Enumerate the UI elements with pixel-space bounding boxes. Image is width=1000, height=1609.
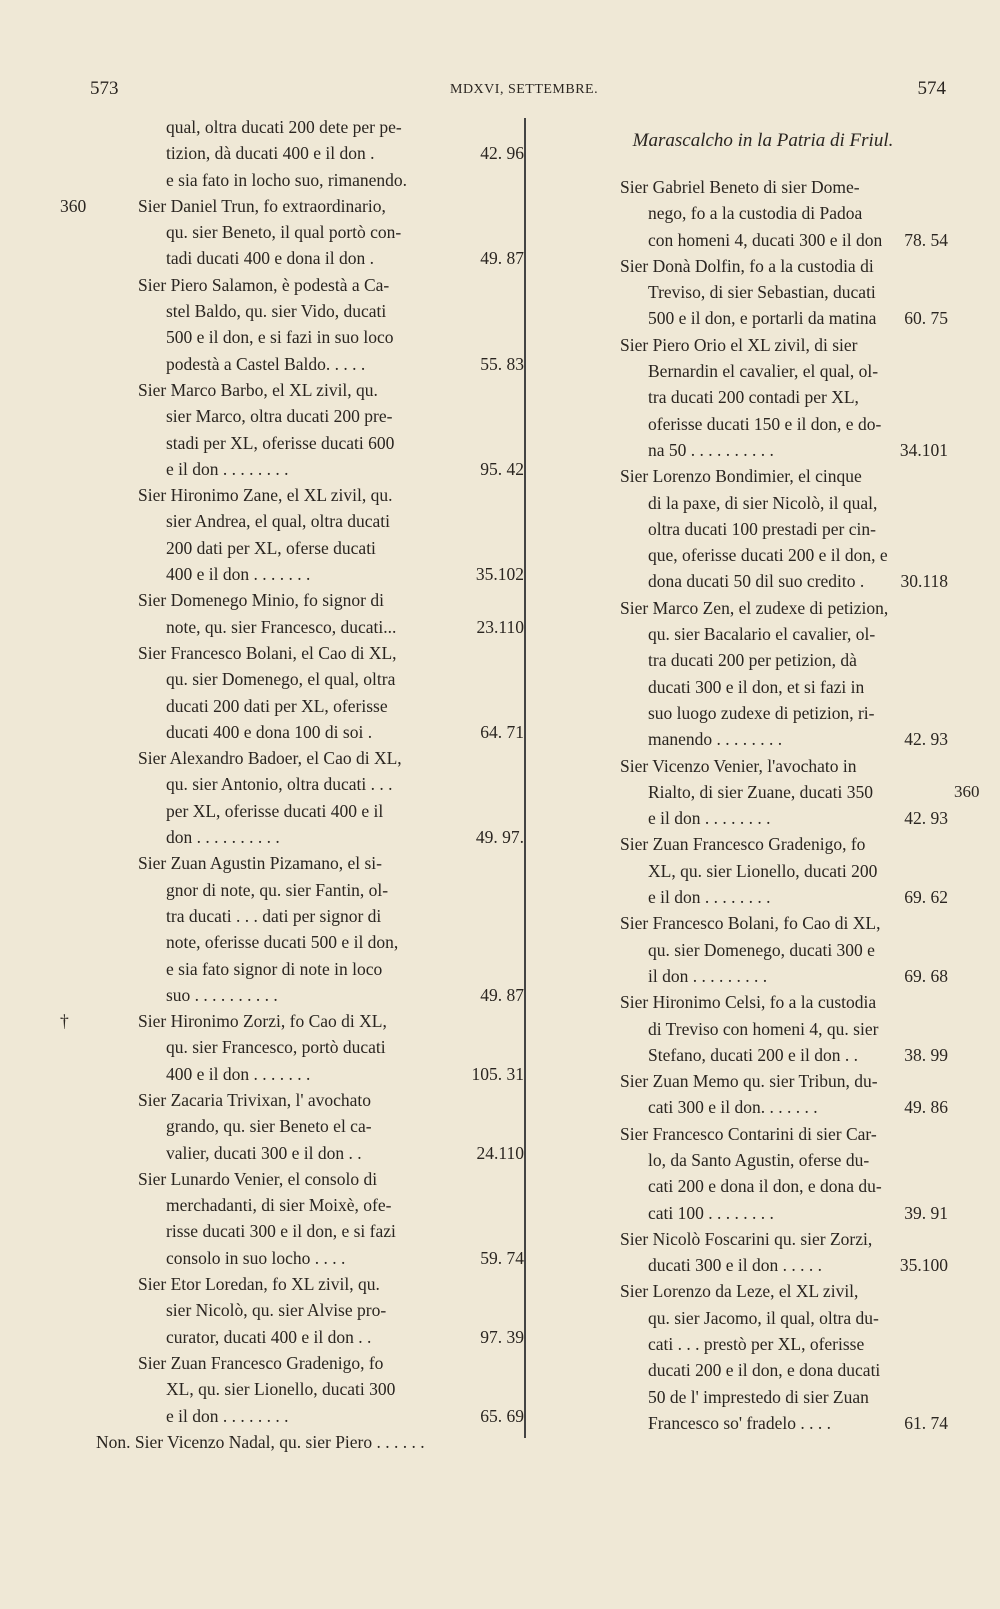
entry-text-line: il don . . . . . . . . . <box>648 965 768 986</box>
ledger-entry <box>96 1271 524 1350</box>
entry-text-line: qu. sier Bacalario el cavalier, ol- <box>648 624 876 645</box>
entry-text-line: e il don . . . . . . . . <box>648 887 771 908</box>
entry-amount: 59. 74 <box>480 1247 524 1268</box>
ledger-entry <box>96 640 524 745</box>
entry-text-line: valier, ducati 300 e il don . . <box>166 1142 362 1163</box>
entry-text-line: oferisse ducati 150 e il don, e do- <box>648 413 882 434</box>
entry-amount: 49. 87 <box>480 984 524 1005</box>
entry-amount: 61. 74 <box>904 1412 948 1433</box>
entry-amount: 39. 91 <box>904 1202 948 1223</box>
entry-text-line: risse ducati 300 e il don, e si fazi <box>166 1221 396 1242</box>
ledger-entry <box>96 850 524 1008</box>
entry-text-line: Sier Lorenzo da Leze, el XL zivil, <box>620 1281 859 1302</box>
entry-text-line: Sier Gabriel Beneto di sier Dome- <box>620 177 860 197</box>
entry-amount: 42. 96 <box>480 143 524 164</box>
entry-amount: 23.110 <box>476 616 524 637</box>
entry-text-line: stel Baldo, qu. sier Vido, ducati <box>166 301 387 322</box>
entry-text-line: tra ducati . . . dati per signor di <box>166 905 382 926</box>
ledger-entry <box>578 989 948 1068</box>
entry-text-line: Sier Nicolò Foscarini qu. sier Zorzi, <box>620 1228 873 1249</box>
ledger-entry <box>578 1068 948 1121</box>
entry-text-line: 500 e il don, e portarli da matina <box>648 308 877 329</box>
entry-text-line: note, qu. sier Francesco, ducati... <box>166 616 397 637</box>
entry-amount: 95. 42 <box>480 458 524 479</box>
entry-text-line: 400 e il don . . . . . . . <box>166 564 311 585</box>
ledger-entry <box>578 595 948 753</box>
entry-text-line: Sier Francesco Bolani, el Cao di XL, <box>138 642 397 663</box>
entry-text-line: cati 100 . . . . . . . . <box>648 1202 774 1223</box>
entry-amount: 65. 69 <box>480 1405 524 1426</box>
ledger-entry <box>96 272 524 377</box>
entry-text-line: Rialto, di sier Zuane, ducati 350 <box>648 781 874 802</box>
column-divider <box>524 118 526 1438</box>
entry-text-line: Sier Daniel Trun, fo extraordinario, <box>138 195 386 216</box>
entry-text-line: Sier Zuan Francesco Gradenigo, fo <box>138 1352 384 1373</box>
entry-text-line: e sia fato signor di note in loco <box>166 958 383 979</box>
entry-amount: 24.110 <box>476 1142 524 1163</box>
entry-text-line: Sier Piero Salamon, è podestà a Ca- <box>138 274 390 295</box>
entry-amount: 35.100 <box>899 1255 948 1276</box>
entry-text-line: qu. sier Jacomo, il qual, oltra du- <box>648 1307 879 1328</box>
entry-text-line: don . . . . . . . . . . <box>166 827 280 848</box>
entry-text-line: Non. Sier Vicenzo Nadal, qu. sier Piero . . . . . . <box>96 1431 425 1452</box>
ledger-entry <box>578 332 948 463</box>
ledger-entry <box>96 587 524 640</box>
entry-text-line: curator, ducati 400 e il don . . <box>166 1326 372 1347</box>
entry-text-line: dona ducati 50 dil suo credito . <box>648 571 865 592</box>
entry-text-line: Treviso, di sier Sebastian, ducati <box>648 282 876 303</box>
ledger-entry <box>60 1008 524 1087</box>
entry-amount: 42. 93 <box>904 729 948 750</box>
entry-text-line: e il don . . . . . . . . <box>166 458 289 479</box>
entry-text-line: di la paxe, di sier Nicolò, il qual, <box>648 492 878 513</box>
entry-amount: 55. 83 <box>480 353 524 374</box>
entry-text-line: 500 e il don, e si fazi in suo loco <box>166 327 394 348</box>
entry-text-line: Sier Lunardo Venier, el consolo di <box>138 1168 378 1189</box>
entry-text-line: qu. sier Francesco, portò ducati <box>166 1037 386 1058</box>
entry-text-line: 50 de l' imprestedo di sier Zuan <box>648 1386 869 1407</box>
entry-amount: 38. 99 <box>904 1044 948 1065</box>
ledger-entry <box>96 1429 516 1455</box>
page-number-right: 574 <box>917 78 946 99</box>
entry-text-line: Sier Zuan Francesco Gradenigo, fo <box>620 834 866 855</box>
ledger-entry <box>578 1121 948 1226</box>
entry-text-line: per XL, oferisse ducati 400 e il <box>166 800 384 821</box>
ledger-entry <box>96 482 524 587</box>
entry-text-line: que, oferisse ducati 200 e il don, e <box>648 545 888 566</box>
entry-text-line: Sier Hironimo Zorzi, fo Cao di XL, <box>138 1011 387 1032</box>
ledger-entry <box>578 1226 948 1279</box>
entry-text-line: suo luogo zudexe di petizion, ri- <box>648 702 875 723</box>
entry-amount: 69. 62 <box>904 887 948 908</box>
entry-text-line: Sier Zacaria Trivixan, l' avochato <box>138 1089 372 1110</box>
entry-text-line: qual, oltra ducati 200 dete per pe- <box>166 117 402 137</box>
entry-text-line: XL, qu. sier Lionello, ducati 200 <box>648 860 878 881</box>
entry-text-line: Bernardin el cavalier, el qual, ol- <box>648 361 879 382</box>
entry-text-line: Sier Zuan Agustin Pizamano, el si- <box>138 853 382 874</box>
right-entries <box>578 174 980 1436</box>
entry-text-line: stadi per XL, oferisse ducati 600 <box>166 432 395 453</box>
entry-text-line: sier Nicolò, qu. sier Alvise pro- <box>166 1300 387 1321</box>
entry-text-line: Stefano, ducati 200 e il don . . <box>648 1044 858 1065</box>
entry-text-line: lo, da Santo Agustin, oferse du- <box>648 1149 870 1170</box>
entry-text-line: Sier Hironimo Zane, el XL zivil, qu. <box>138 485 393 506</box>
entry-text-line: cati 300 e il don. . . . . . . <box>648 1097 818 1118</box>
section-title: Marascalcho in la Patria di Friul. <box>632 130 894 151</box>
entry-text-line: Sier Alexandro Badoer, el Cao di XL, <box>138 748 402 769</box>
entry-text-line: 200 dati per XL, oferse ducati <box>166 537 376 558</box>
entry-text-line: tra ducati 200 contadi per XL, <box>648 387 859 408</box>
entry-text-line: manendo . . . . . . . . <box>648 729 783 750</box>
entry-text-line: oltra ducati 100 prestadi per cin- <box>648 518 876 539</box>
ledger-entry <box>60 193 524 272</box>
ledger-entry <box>96 1087 524 1166</box>
entry-amount: 35.102 <box>475 564 524 585</box>
entry-text-line: Sier Francesco Bolani, fo Cao di XL, <box>620 913 881 934</box>
ledger-entry <box>96 114 524 193</box>
entry-text-line: di Treviso con homeni 4, qu. sier <box>648 1018 879 1039</box>
entry-text-line: merchadanti, di sier Moixè, ofe- <box>166 1195 392 1216</box>
entry-text-line: qu. sier Antonio, oltra ducati . . . <box>166 774 393 795</box>
ledger-entry <box>578 174 948 253</box>
entry-text-line: ducati 300 e il don, et si fazi in <box>648 676 865 697</box>
entry-text-line: Francesco so' fradelo . . . . <box>648 1412 831 1433</box>
entry-text-line: ducati 400 e dona 100 di soi . <box>166 721 373 742</box>
entry-text-line: note, oferisse ducati 500 e il don, <box>166 932 399 953</box>
ledger-entry <box>578 463 948 594</box>
entry-text-line: e il don . . . . . . . . <box>166 1405 289 1426</box>
entry-text-line: tra ducati 200 per petizion, dà <box>648 650 857 671</box>
running-title: MDXVI, SETTEMBRE. <box>450 82 599 97</box>
entry-amount: 42. 93 <box>904 808 948 829</box>
entry-text-line: e il don . . . . . . . . <box>648 808 771 829</box>
entry-amount: 49. 86 <box>904 1097 948 1118</box>
entry-text-line: con homeni 4, ducati 300 e il don <box>648 229 883 250</box>
entry-text-line: sier Andrea, el qual, oltra ducati <box>166 511 391 532</box>
margin-mark: † <box>60 1011 69 1032</box>
entry-amount: 49. 87 <box>480 248 524 269</box>
entry-amount: 34.101 <box>899 439 948 460</box>
entry-text-line: ducati 200 dati per XL, oferisse <box>166 695 388 716</box>
margin-number: 360 <box>954 781 980 801</box>
entry-text-line: na 50 . . . . . . . . . . <box>648 439 774 460</box>
entry-text-line: Sier Marco Barbo, el XL zivil, qu. <box>138 379 378 400</box>
entry-text-line: sier Marco, oltra ducati 200 pre- <box>166 406 393 427</box>
entry-amount: 69. 68 <box>904 965 948 986</box>
page-header <box>90 78 946 108</box>
entry-text-line: Sier Etor Loredan, fo XL zivil, qu. <box>138 1274 380 1295</box>
ledger-entry <box>96 1166 524 1271</box>
entry-text-line: tizion, dà ducati 400 e il don . <box>166 143 375 164</box>
entry-text-line: e sia fato in locho suo, rimanendo. <box>166 169 408 190</box>
entry-text-line: consolo in suo locho . . . . <box>166 1247 346 1268</box>
entry-text-line: Sier Lorenzo Bondimier, el cinque <box>620 466 862 487</box>
ledger-entry <box>578 831 948 910</box>
entry-text-line: qu. sier Domenego, el qual, oltra <box>166 669 396 690</box>
ledger-entry <box>96 377 524 482</box>
entry-text-line: Sier Vicenzo Venier, l'avochato in <box>620 755 857 776</box>
entry-text-line: podestà a Castel Baldo. . . . . <box>166 353 366 374</box>
entry-text-line: nego, fo a la custodia di Padoa <box>648 203 863 224</box>
entry-text-line: suo . . . . . . . . . . <box>166 984 278 1005</box>
ledger-entry <box>578 910 948 989</box>
entry-amount: 97. 39 <box>480 1326 524 1347</box>
right-column <box>578 114 980 1436</box>
entry-text-line: ducati 200 e il don, e dona ducati <box>648 1360 881 1381</box>
entry-text-line: gnor di note, qu. sier Fantin, ol- <box>166 879 389 900</box>
entry-text-line: qu. sier Domenego, ducati 300 e <box>648 939 875 960</box>
entry-amount: 78. 54 <box>904 229 948 250</box>
entry-amount: 30.118 <box>900 571 948 592</box>
entry-amount: 105. 31 <box>471 1063 524 1084</box>
entry-amount: 60. 75 <box>904 308 948 329</box>
entry-text-line: Sier Zuan Memo qu. sier Tribun, du- <box>620 1071 878 1092</box>
entry-text-line: Sier Piero Orio el XL zivil, di sier <box>620 334 858 355</box>
entry-text-line: Sier Donà Dolfin, fo a la custodia di <box>620 255 874 276</box>
entry-text-line: tadi ducati 400 e dona il don . <box>166 248 375 269</box>
left-column <box>60 114 524 1455</box>
entry-text-line: Sier Marco Zen, el zudexe di petizion, <box>620 597 889 618</box>
entry-text-line: qu. sier Beneto, il qual portò con- <box>166 222 402 243</box>
ledger-entry <box>578 253 948 332</box>
entry-text-line: ducati 300 e il don . . . . . <box>648 1255 823 1276</box>
ledger-entry <box>96 745 524 850</box>
ledger-entry <box>578 753 980 832</box>
page-number-left: 573 <box>90 78 119 99</box>
entry-text-line: cati . . . prestò per XL, oferisse <box>648 1334 865 1355</box>
entry-text-line: Sier Domenego Minio, fo signor di <box>138 590 384 611</box>
entry-text-line: cati 200 e dona il don, e dona du- <box>648 1176 882 1197</box>
entry-text-line: grando, qu. sier Beneto el ca- <box>166 1116 372 1137</box>
entry-text-line: XL, qu. sier Lionello, ducati 300 <box>166 1379 396 1400</box>
entry-text-line: Sier Hironimo Celsi, fo a la custodia <box>620 992 877 1013</box>
entry-text-line: 400 e il don . . . . . . . <box>166 1063 311 1084</box>
margin-mark: 360 <box>60 195 87 216</box>
entry-text-line: Sier Francesco Contarini di sier Car- <box>620 1123 877 1144</box>
ledger-entry <box>578 1278 948 1436</box>
entry-amount: 64. 71 <box>480 721 524 742</box>
ledger-entry <box>96 1350 524 1429</box>
entry-amount: 49. 97. <box>475 827 524 848</box>
